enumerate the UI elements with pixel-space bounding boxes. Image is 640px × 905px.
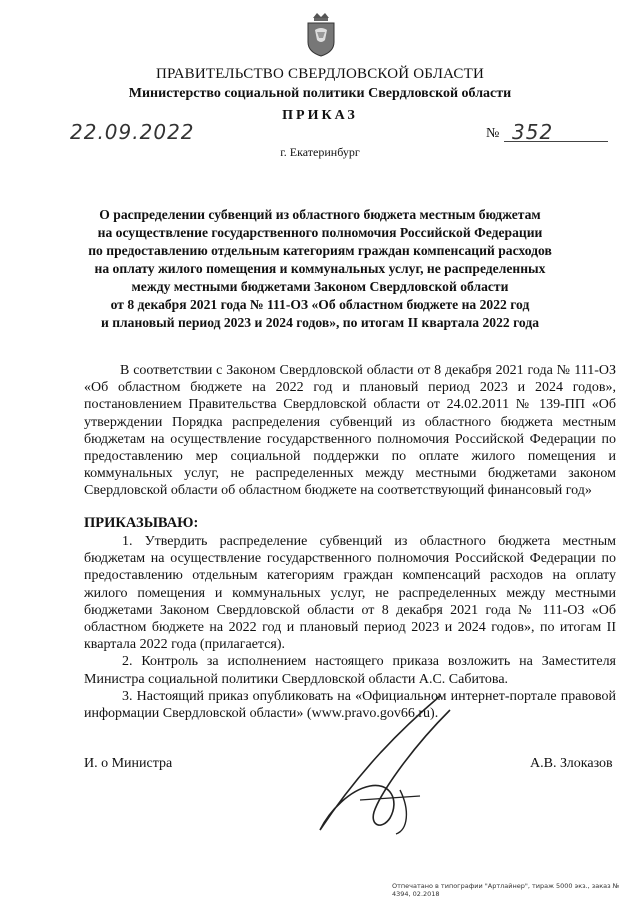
title-line: по предоставлению отдельным категориям граждан компенсаций расходов bbox=[88, 243, 552, 258]
document-type: ПРИКАЗ bbox=[282, 108, 358, 123]
title-line: между местными бюджетами Законом Свердловской области bbox=[131, 279, 509, 294]
coat-of-arms-icon bbox=[303, 10, 339, 58]
print-footer: Отпечатано в типографии "Артлайнер", тираж 5000 экз., заказ № 4394, 02.2018 bbox=[392, 882, 620, 898]
order-item: 2. Контроль за исполнением настоящего приказа возложить на Заместителя Министра социальной политики Свердловской области А.С. Сабитова. bbox=[84, 654, 616, 687]
city: г. Екатеринбург bbox=[280, 145, 360, 159]
number-label: № bbox=[486, 126, 500, 141]
document-number: 352 bbox=[512, 120, 554, 144]
preamble-paragraph: В соответствии с Законом Свердловской области от 8 декабря 2021 года № 111-ОЗ «Об областном бюджете на 2022 год и плановый период 2023 и 2024 годов», постановлением Правительства Свердловской области от 24.02.2011 № 139-ПП «Об утверждении Порядка распределения субвенций из областного бюджета местным бюджетам на осуществление государственного полномочия Российской Федерации по предоставлению мер социальной поддержки по оплате жилого помещения и коммунальных услуг, не распределенных между местными бюджетами законом Свердловской области об областном бюджете на соответствующий финансовый год» bbox=[84, 363, 616, 499]
order-item: 3. Настоящий приказ опубликовать на «Официальном интернет-портале правовой информации Свердловской области» (www.pravo.gov66.ru). bbox=[84, 688, 616, 722]
title-line: от 8 декабря 2021 года № 111-ОЗ «Об областном бюджете на 2022 год bbox=[110, 297, 530, 312]
order-word: ПРИКАЗЫВАЮ: bbox=[84, 515, 199, 531]
signatory-position: И. о Министра bbox=[84, 756, 173, 771]
title-line: О распределении субвенций из областного бюджета местным бюджетам bbox=[99, 207, 541, 222]
title-line: на оплату жилого помещения и коммунальных услуг, не распределенных bbox=[94, 261, 546, 276]
document-title bbox=[84, 206, 556, 332]
title-line: и плановый период 2023 и 2024 годов», по итогам II квартала 2022 года bbox=[100, 315, 539, 330]
document-date: 22.09.2022 bbox=[70, 120, 195, 144]
title-line: на осуществление государственного полномочия Российской Федерации bbox=[97, 225, 543, 240]
signature-icon bbox=[300, 690, 490, 840]
government-title: ПРАВИТЕЛЬСТВО СВЕРДЛОВСКОЙ ОБЛАСТИ bbox=[155, 66, 485, 82]
order-item: 1. Утвердить распределение субвенций из областного бюджета местным бюджетам на осуществление государственного полномочия Российской Федерации по предоставлению отдельным категориям граждан компенсаций расходов на оплату жилого помещения и коммунальных услуг, не распределенных между местными бюджетами Законом Свердловской области от 8 декабря 2021 года № 111-ОЗ «Об областном бюджете на 2022 год и плановый период 2023 и 2024 годов», по итогам II квартала 2022 года (прилагается). bbox=[84, 534, 616, 653]
ministry-title: Министерство социальной политики Свердловской области bbox=[128, 86, 512, 101]
signatory-name: А.В. Злоказов bbox=[530, 756, 613, 771]
